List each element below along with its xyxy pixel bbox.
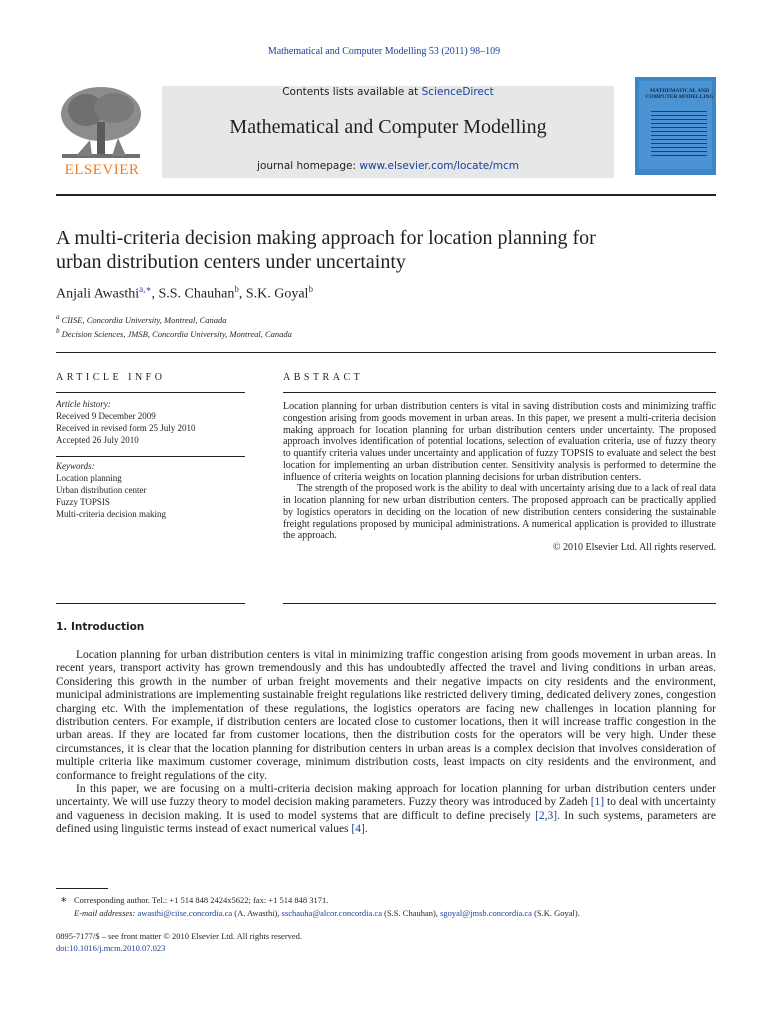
email-link[interactable]: awasthi@ciise.concordia.ca <box>137 908 233 918</box>
keyword: Fuzzy TOPSIS <box>56 497 110 507</box>
author: S.S. Chauhan <box>158 286 235 302</box>
email-link[interactable]: sgoyal@jmsb.concordia.ca <box>440 908 532 918</box>
author: S.K. Goyal <box>245 286 309 302</box>
abstract-text <box>283 401 716 554</box>
doi-link[interactable]: doi:10.1016/j.mcm.2010.07.023 <box>56 943 166 953</box>
affiliation-a: $^a$ CIISE, Concordia University, Montreal, Canada <box>56 313 227 325</box>
sciencedirect-link[interactable]: ScienceDirect <box>421 86 494 98</box>
author-superscript[interactable]: b <box>308 284 313 294</box>
reference-link[interactable]: [4] <box>351 823 365 836</box>
introduction-body <box>56 649 716 837</box>
cover-title: MATHEMATICAL AND COMPUTER MODELLING <box>645 88 714 100</box>
history-item: Received in revised form 25 July 2010 <box>56 423 196 433</box>
keyword: Urban distribution center <box>56 485 147 495</box>
article-title: A multi-criteria decision making approach for location planning for urban distribution centers under uncertainty <box>56 227 596 273</box>
footnote-rule <box>56 888 108 889</box>
header-rule <box>56 194 716 196</box>
body-paragraph: In this paper, we are focusing on a multi-criteria decision making approach for location planning for urban distribution centers under uncertainty. We will use fuzzy theory to model decision making parameters. Fuzzy theory was introduced by Zadeh [1] to deal with uncertainty and vagueness in decision making. It is used to model systems that are difficult to define precisely [2,3]. In such systems, parameters are defined using linguistic terms instead of exact numerical values [4]. <box>56 783 716 836</box>
affiliation-b: $^b$ Decision Sciences, JMSB, Concordia University, Montreal, Canada <box>56 327 292 339</box>
article-info-heading: ARTICLE INFO <box>56 372 166 383</box>
abstract-heading: ABSTRACT <box>283 372 364 383</box>
history-item: Accepted 26 July 2010 <box>56 435 139 445</box>
title-section-rule <box>56 352 716 353</box>
journal-citation[interactable]: Mathematical and Computer Modelling 53 (2011) 98–109 <box>267 46 501 57</box>
corresponding-author-note: ∗ Corresponding author. Tel.: +1 514 848 2424x5622; fax: +1 514 848 3171. <box>60 894 329 906</box>
abstract-copyright: © 2010 Elsevier Ltd. All rights reserved. <box>552 542 716 553</box>
keywords-rule <box>56 456 245 457</box>
author-superscript[interactable]: a,∗ <box>139 284 152 294</box>
abstract-paragraph: The strength of the proposed work is the ability to deal with uncertainty arising due to a lack of real data in location planning for new urban distribution centers. The proposed approach can be practically applied by logistics operators in deciding on the location of new distribution centers considering the sustainable freight regulations proposed by municipal administrations. A numerical application is provided to illustrate the approach. <box>283 483 716 542</box>
body-paragraph: Location planning for urban distribution centers is vital in minimizing traffic congestion arising from goods movement in urban areas. In recent years, transport activity has grown tremendously and this has undoubtedly affected the travel and living conditions in urban areas. Considering this growth in the number of urban freight movements and their negative impacts on city residents and the environment, municipal administrations are implementing sustainable freight regulations like restricted delivery timing, dedicated delivery zones, congestion charging etc. With the implementation of these regulations, the logistics operators are facing new challenges in location planning for distribution centers. For example, if distribution centers are located close to customer locations, then it will increase traffic congestion in the urban areas. If they are located far from customer locations, then the distribution costs for the operators will be very high. Under these circumstances, it is clear that the location planning for distribution centers in urban areas is a complex decision that involves consideration of multiple criteria like maximum customer coverage, minimum distribution costs, least impacts on city residents and the environment, and conformance to freight regulations of the city. <box>56 649 716 782</box>
homepage-line: journal homepage: www.elsevier.com/locate/mcm <box>257 160 519 172</box>
contents-line: Contents lists available at ScienceDirect <box>282 86 494 98</box>
keyword: Location planning <box>56 473 122 483</box>
keyword: Multi-criteria decision making <box>56 509 166 519</box>
elsevier-wordmark: ELSEVIER <box>64 162 140 178</box>
elsevier-tree-logo <box>56 84 146 162</box>
history-item: Received 9 December 2009 <box>56 411 156 421</box>
reference-link[interactable]: [1] <box>590 796 605 809</box>
issn-doi-block <box>56 930 302 954</box>
article-history: Article history: Received 9 December 2009 Received in revised form 25 July 2010 Accepted 26 July 2010 <box>56 398 245 446</box>
author-superscript[interactable]: b <box>234 284 239 294</box>
homepage-link[interactable]: www.elsevier.com/locate/mcm <box>359 160 519 172</box>
abstract-bottom-rule <box>283 603 716 604</box>
article-info-bottom-rule <box>56 603 245 604</box>
abstract-rule <box>283 392 716 393</box>
abstract-paragraph: Location planning for urban distribution centers is vital in saving distribution costs and minimizing traffic congestion arising from goods movement in urban areas. In this paper, we present a multi-criteria decision making approach for location planning for urban distribution centers under uncertainty. The proposed approach involves identification of potential locations, selection of evaluation criteria, use of fuzzy theory to quantify criteria values under uncertainty and application of fuzzy TOPSIS to evaluate and select the best location for implementing an urban distribution center. Sensitivity analysis is performed to determine the influence of criteria weights on location planning decisions for urban distribution centers. <box>283 401 716 483</box>
author: Anjali Awasthi <box>56 286 140 302</box>
journal-title: Mathematical and Computer Modelling <box>229 116 547 138</box>
email-link[interactable]: sschauha@alcor.concordia.ca <box>281 908 382 918</box>
email-addresses: E-mail addresses: awasthi@ciise.concordia.ca (A. Awasthi), sschauha@alcor.concordia.ca (S.S. Chauhan), sgoyal@jmsb.concordia.ca (S.K. Goyal). <box>74 908 580 918</box>
keywords: Keywords: Location planning Urban distribution center Fuzzy TOPSIS Multi-criteria decision making <box>56 460 245 520</box>
cover-contents-lines <box>651 111 707 159</box>
issn-line: 0895-7177/$ – see front matter © 2010 Elsevier Ltd. All rights reserved. <box>56 931 303 941</box>
article-info-rule <box>56 392 245 393</box>
author-list: Anjali Awasthi$^{a,∗}$, S.S. Chauhan$^b$, S.K. Goyal$^b$ <box>56 284 313 302</box>
introduction-heading: 1. Introduction <box>56 621 145 633</box>
journal-cover-thumbnail <box>635 77 716 175</box>
reference-link[interactable]: [2,3] <box>535 809 558 822</box>
journal-banner <box>162 86 614 178</box>
